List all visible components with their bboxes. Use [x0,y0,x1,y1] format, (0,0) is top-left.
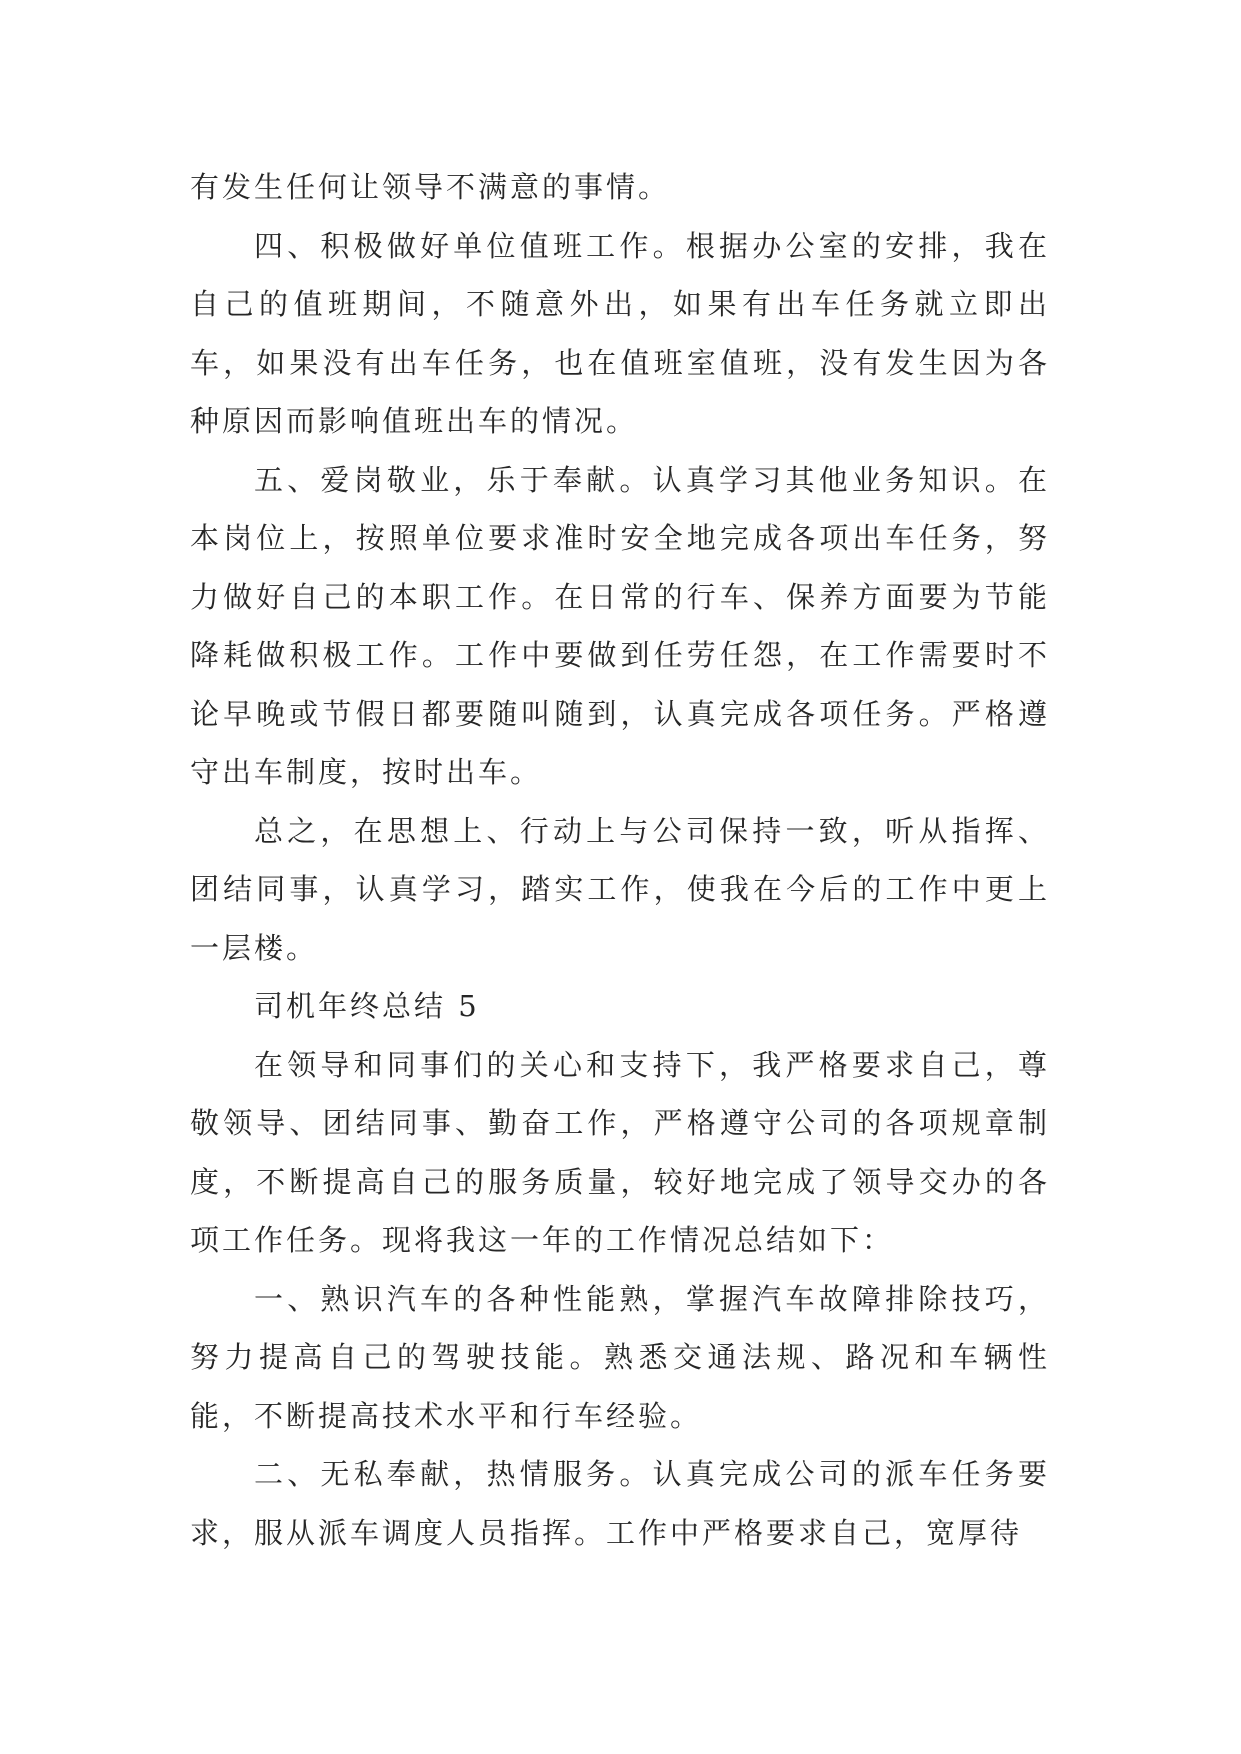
paragraph: 五、爱岗敬业，乐于奉献。认真学习其他业务知识。在本岗位上，按照单位要求准时安全地完成各项出车任务，努力做好自己的本职工作。在日常的行车、保养方面要为节能降耗做积极工作。工作中要做到任劳任怨，在工作需要时不论早晚或节假日都要随叫随到，认真完成各项任务。严格遵守出车制度，按时出车。 [190,462,1050,789]
paragraph: 四、积极做好单位值班工作。根据办公室的安排，我在自己的值班期间，不随意外出，如果有出车任务就立即出车，如果没有出车任务，也在值班室值班，没有发生因为各种原因而影响值班出车的情况。 [190,228,1050,438]
paragraph: 总之，在思想上、行动上与公司保持一致，听从指挥、团结同事，认真学习，踏实工作，使我在今后的工作中更上一层楼。 [190,813,1050,965]
document-body [190,158,1050,1562]
paragraph: 有发生任何让领导不满意的事情。 [190,170,671,204]
paragraph: 二、无私奉献，热情服务。认真完成公司的派车任务要求，服从派车调度人员指挥。工作中严格要求自己，宽厚待 [190,1457,1050,1550]
paragraph: 一、熟识汽车的各种性能熟，掌握汽车故障排除技巧，努力提高自己的驾驶技能。熟悉交通法规、路况和车辆性能，不断提高技术水平和行车经验。 [190,1281,1050,1433]
section-heading: 司机年终总结 5 [254,989,480,1023]
paragraph: 在领导和同事们的关心和支持下，我严格要求自己，尊敬领导、团结同事、勤奋工作，严格遵守公司的各项规章制度，不断提高自己的服务质量，较好地完成了领导交办的各项工作任务。现将我这一年的工作情况总结如下： [190,1047,1050,1257]
